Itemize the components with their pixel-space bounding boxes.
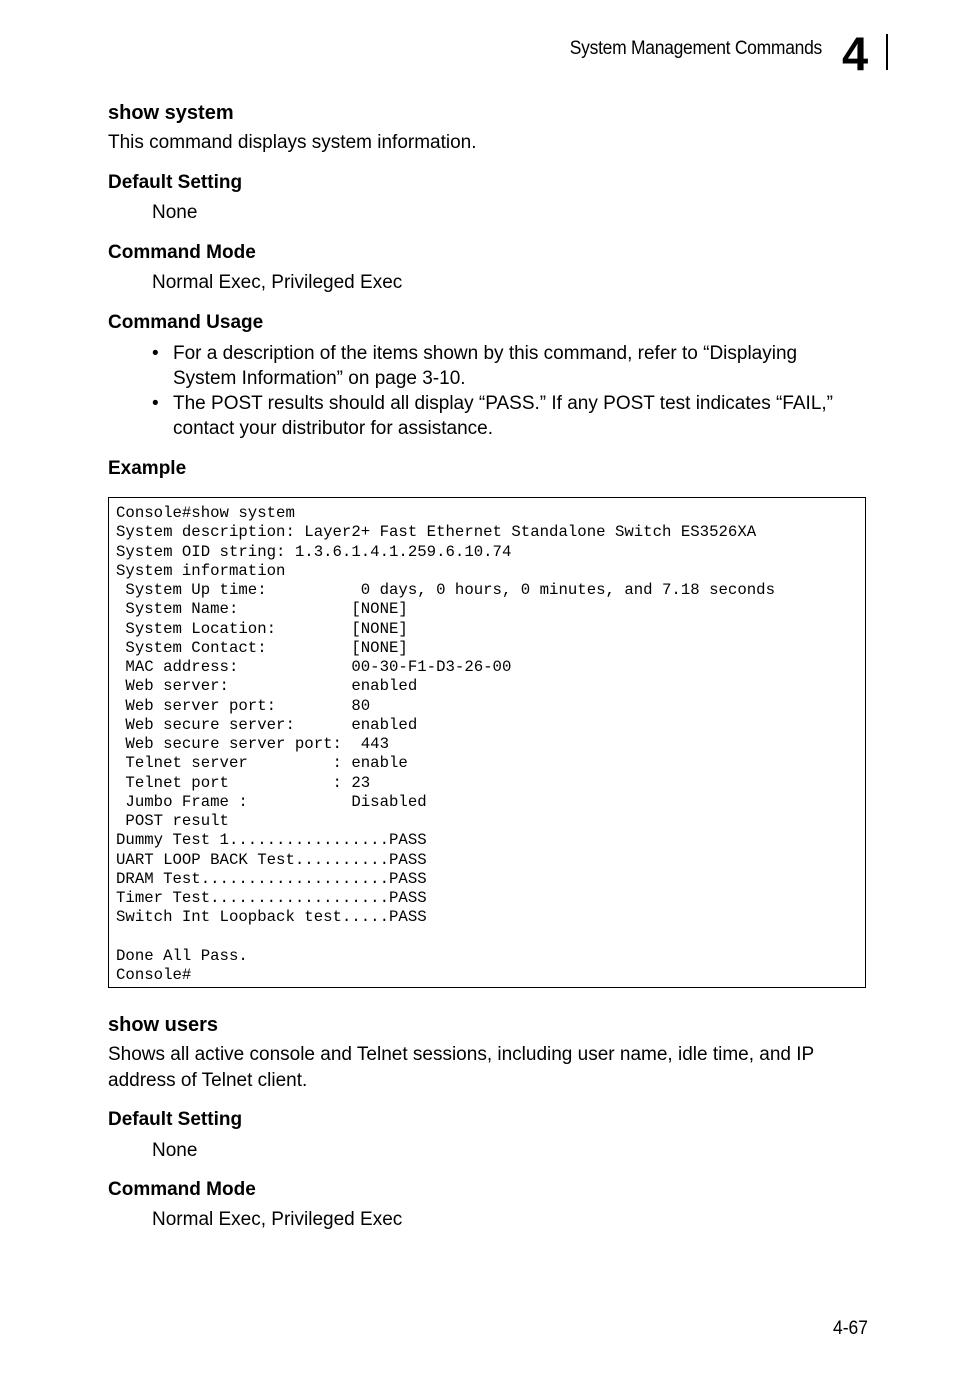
code-line: System Up time: 0 days, 0 hours, 0 minutes, and 7.18 seconds	[116, 581, 775, 599]
command-description: This command displays system information.	[108, 132, 477, 153]
code-line: System Contact: [NONE]	[116, 638, 408, 657]
code-line: System Name: [NONE]	[116, 600, 408, 619]
code-line: Switch Int Loopback test.....PASS	[116, 908, 427, 927]
code-line: System Location: [NONE]	[116, 619, 408, 638]
code-line: System description: Layer2+ Fast Ethernet Standalone Switch ES3526XA	[116, 523, 757, 542]
code-line: Web server: enabled	[116, 677, 418, 696]
code-line: Console#	[116, 966, 192, 984]
code-line: Telnet port : 23	[116, 773, 371, 792]
code-line: Timer Test...................PASS	[116, 889, 427, 907]
command-description-line2: address of Telnet client.	[108, 1070, 308, 1091]
page-number: 4-67	[833, 1318, 868, 1339]
code-line: Done All Pass.	[116, 946, 248, 965]
example-heading: Example	[108, 458, 187, 479]
code-line: MAC address: 00-30-F1-D3-26-00	[116, 658, 512, 676]
code-line: Web secure server: enabled	[116, 715, 418, 734]
command-title-show-system: show system	[108, 102, 234, 124]
code-line: Jumbo Frame : Disabled	[116, 792, 427, 811]
code-line: Console#show system	[116, 504, 295, 522]
code-line: Web server port: 80	[116, 696, 371, 715]
code-line: Dummy Test 1.................PASS	[116, 831, 427, 850]
example-code-box	[108, 497, 866, 988]
chapter-divider	[886, 34, 888, 70]
list-item: • The POST results should all display “PASS.” If any POST test indicates “FAIL,” contact your distributor for assistance.	[152, 393, 833, 439]
code-line: DRAM Test....................PASS	[116, 869, 427, 888]
command-usage-list	[152, 341, 862, 441]
command-mode-value: Normal Exec, Privileged Exec	[152, 272, 403, 293]
default-setting-value: None	[152, 202, 198, 223]
default-setting-value: None	[152, 1140, 198, 1161]
command-description-line1: Shows all active console and Telnet sessions, including user name, idle time, and IP	[108, 1044, 815, 1065]
command-mode-value: Normal Exec, Privileged Exec	[152, 1209, 403, 1230]
code-line: Telnet server : enable	[116, 754, 408, 773]
code-line: UART LOOP BACK Test..........PASS	[116, 850, 427, 869]
chapter-number: 4	[842, 27, 869, 80]
code-line: POST result	[116, 812, 229, 830]
list-item: • For a description of the items shown by this command, refer to “Displaying System Information” on page 3-10.	[152, 343, 798, 389]
code-line: Web secure server port: 443	[116, 735, 390, 753]
default-setting-heading: Default Setting	[108, 172, 243, 193]
running-header: System Management Commands	[569, 38, 822, 59]
example-code	[109, 498, 865, 991]
code-line: System OID string: 1.3.6.1.4.1.259.6.10.74	[116, 542, 512, 561]
command-mode-heading: Command Mode	[108, 1179, 256, 1200]
command-usage-heading: Command Usage	[108, 312, 264, 333]
command-mode-heading: Command Mode	[108, 242, 256, 263]
command-title-show-users: show users	[108, 1014, 219, 1036]
default-setting-heading: Default Setting	[108, 1109, 243, 1130]
code-line: System information	[116, 561, 286, 580]
